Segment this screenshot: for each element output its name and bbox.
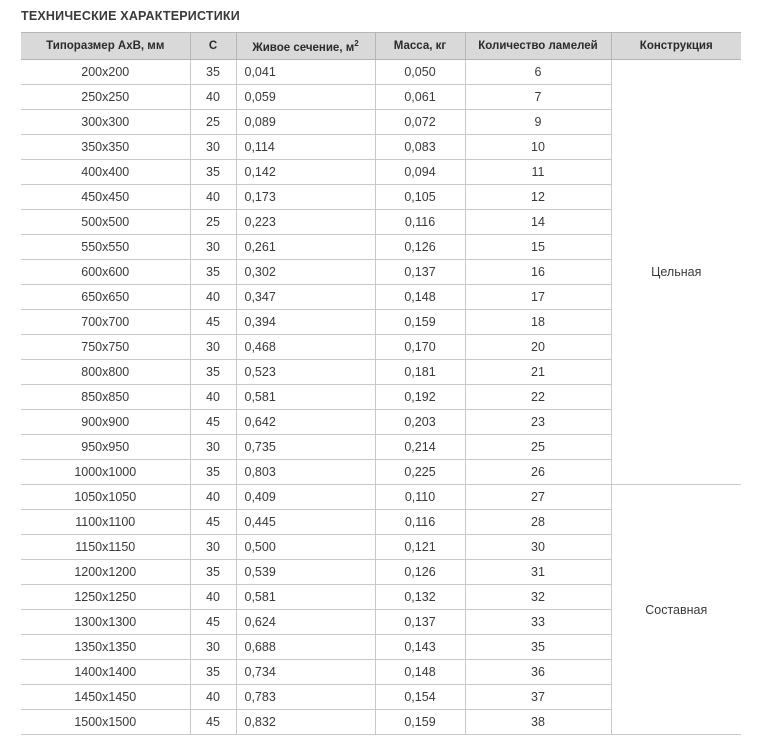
cell-lamels: 17 — [465, 285, 611, 310]
cell-c: 45 — [190, 410, 236, 435]
cell-size: 1400х1400 — [21, 660, 190, 685]
cell-lamels: 6 — [465, 60, 611, 85]
column-header-size: Типоразмер АхВ, мм — [21, 33, 190, 60]
cell-mass: 0,083 — [375, 135, 465, 160]
cell-area: 0,223 — [236, 210, 375, 235]
cell-area: 0,500 — [236, 535, 375, 560]
cell-lamels: 9 — [465, 110, 611, 135]
cell-lamels: 15 — [465, 235, 611, 260]
cell-lamels: 12 — [465, 185, 611, 210]
cell-c: 35 — [190, 560, 236, 585]
cell-mass: 0,137 — [375, 610, 465, 635]
cell-size: 200х200 — [21, 60, 190, 85]
column-header-area-label: Живое сечение, м — [252, 41, 355, 54]
cell-size: 1000х1000 — [21, 460, 190, 485]
cell-lamels: 33 — [465, 610, 611, 635]
cell-lamels: 18 — [465, 310, 611, 335]
table-body — [21, 60, 741, 735]
cell-area: 0,173 — [236, 185, 375, 210]
cell-size: 1100х1100 — [21, 510, 190, 535]
cell-mass: 0,116 — [375, 510, 465, 535]
cell-c: 35 — [190, 360, 236, 385]
cell-construction: Цельная — [611, 60, 741, 485]
column-header-construction: Конструкция — [611, 33, 741, 60]
cell-c: 45 — [190, 610, 236, 635]
cell-mass: 0,072 — [375, 110, 465, 135]
cell-size: 500х500 — [21, 210, 190, 235]
cell-size: 850х850 — [21, 385, 190, 410]
cell-lamels: 38 — [465, 710, 611, 735]
cell-size: 1050х1050 — [21, 485, 190, 510]
cell-area: 0,734 — [236, 660, 375, 685]
column-header-area — [236, 33, 375, 60]
cell-size: 800х800 — [21, 360, 190, 385]
cell-area: 0,302 — [236, 260, 375, 285]
cell-mass: 0,181 — [375, 360, 465, 385]
cell-mass: 0,159 — [375, 710, 465, 735]
cell-area: 0,394 — [236, 310, 375, 335]
cell-mass: 0,132 — [375, 585, 465, 610]
cell-size: 400х400 — [21, 160, 190, 185]
cell-size: 550х550 — [21, 235, 190, 260]
cell-construction: Составная — [611, 485, 741, 735]
cell-mass: 0,192 — [375, 385, 465, 410]
cell-size: 1300х1300 — [21, 610, 190, 635]
cell-mass: 0,148 — [375, 285, 465, 310]
cell-c: 30 — [190, 335, 236, 360]
cell-size: 750х750 — [21, 335, 190, 360]
cell-size: 1350х1350 — [21, 635, 190, 660]
column-header-area-superscript: 2 — [354, 38, 359, 48]
cell-c: 30 — [190, 535, 236, 560]
cell-lamels: 36 — [465, 660, 611, 685]
cell-lamels: 7 — [465, 85, 611, 110]
cell-area: 0,114 — [236, 135, 375, 160]
cell-area: 0,803 — [236, 460, 375, 485]
cell-area: 0,832 — [236, 710, 375, 735]
cell-c: 30 — [190, 435, 236, 460]
cell-lamels: 37 — [465, 685, 611, 710]
cell-lamels: 27 — [465, 485, 611, 510]
cell-area: 0,468 — [236, 335, 375, 360]
cell-c: 40 — [190, 385, 236, 410]
table-row — [21, 60, 741, 85]
cell-size: 1150х1150 — [21, 535, 190, 560]
cell-mass: 0,148 — [375, 660, 465, 685]
cell-size: 900х900 — [21, 410, 190, 435]
cell-c: 45 — [190, 710, 236, 735]
cell-area: 0,089 — [236, 110, 375, 135]
cell-area: 0,539 — [236, 560, 375, 585]
header-row — [21, 33, 741, 60]
cell-area: 0,142 — [236, 160, 375, 185]
cell-area: 0,445 — [236, 510, 375, 535]
cell-mass: 0,050 — [375, 60, 465, 85]
cell-area: 0,041 — [236, 60, 375, 85]
cell-size: 700х700 — [21, 310, 190, 335]
cell-mass: 0,203 — [375, 410, 465, 435]
cell-mass: 0,214 — [375, 435, 465, 460]
cell-c: 40 — [190, 685, 236, 710]
cell-mass: 0,225 — [375, 460, 465, 485]
cell-lamels: 31 — [465, 560, 611, 585]
cell-c: 35 — [190, 460, 236, 485]
cell-size: 1250х1250 — [21, 585, 190, 610]
cell-area: 0,642 — [236, 410, 375, 435]
cell-size: 250х250 — [21, 85, 190, 110]
cell-mass: 0,126 — [375, 235, 465, 260]
cell-lamels: 26 — [465, 460, 611, 485]
cell-lamels: 10 — [465, 135, 611, 160]
cell-mass: 0,105 — [375, 185, 465, 210]
cell-lamels: 30 — [465, 535, 611, 560]
cell-lamels: 16 — [465, 260, 611, 285]
cell-size: 1200х1200 — [21, 560, 190, 585]
cell-size: 950х950 — [21, 435, 190, 460]
cell-lamels: 35 — [465, 635, 611, 660]
cell-c: 45 — [190, 510, 236, 535]
cell-mass: 0,143 — [375, 635, 465, 660]
cell-c: 35 — [190, 160, 236, 185]
cell-c: 35 — [190, 60, 236, 85]
cell-c: 35 — [190, 260, 236, 285]
cell-area: 0,059 — [236, 85, 375, 110]
cell-mass: 0,121 — [375, 535, 465, 560]
cell-mass: 0,159 — [375, 310, 465, 335]
column-header-lamels: Количество ламелей — [465, 33, 611, 60]
cell-lamels: 11 — [465, 160, 611, 185]
cell-c: 40 — [190, 485, 236, 510]
cell-lamels: 21 — [465, 360, 611, 385]
cell-c: 40 — [190, 85, 236, 110]
cell-area: 0,409 — [236, 485, 375, 510]
cell-mass: 0,170 — [375, 335, 465, 360]
table-row — [21, 485, 741, 510]
cell-mass: 0,154 — [375, 685, 465, 710]
cell-area: 0,688 — [236, 635, 375, 660]
cell-lamels: 22 — [465, 385, 611, 410]
cell-mass: 0,110 — [375, 485, 465, 510]
cell-lamels: 32 — [465, 585, 611, 610]
cell-area: 0,581 — [236, 585, 375, 610]
cell-area: 0,347 — [236, 285, 375, 310]
cell-size: 650х650 — [21, 285, 190, 310]
cell-lamels: 14 — [465, 210, 611, 235]
cell-area: 0,261 — [236, 235, 375, 260]
cell-c: 30 — [190, 135, 236, 160]
table-header — [21, 33, 741, 60]
cell-size: 600х600 — [21, 260, 190, 285]
cell-size: 1450х1450 — [21, 685, 190, 710]
cell-area: 0,523 — [236, 360, 375, 385]
cell-lamels: 28 — [465, 510, 611, 535]
column-header-c: С — [190, 33, 236, 60]
cell-c: 45 — [190, 310, 236, 335]
cell-mass: 0,116 — [375, 210, 465, 235]
cell-c: 25 — [190, 210, 236, 235]
cell-c: 40 — [190, 585, 236, 610]
spec-table — [21, 32, 741, 735]
cell-c: 35 — [190, 660, 236, 685]
column-header-mass: Масса, кг — [375, 33, 465, 60]
cell-mass: 0,094 — [375, 160, 465, 185]
cell-area: 0,735 — [236, 435, 375, 460]
cell-area: 0,783 — [236, 685, 375, 710]
cell-mass: 0,126 — [375, 560, 465, 585]
cell-mass: 0,137 — [375, 260, 465, 285]
cell-c: 40 — [190, 185, 236, 210]
cell-size: 450х450 — [21, 185, 190, 210]
cell-c: 30 — [190, 235, 236, 260]
cell-c: 40 — [190, 285, 236, 310]
cell-lamels: 20 — [465, 335, 611, 360]
cell-area: 0,581 — [236, 385, 375, 410]
page-title: ТЕХНИЧЕСКИЕ ХАРАКТЕРИСТИКИ — [21, 9, 240, 23]
cell-lamels: 25 — [465, 435, 611, 460]
cell-c: 25 — [190, 110, 236, 135]
cell-size: 1500х1500 — [21, 710, 190, 735]
cell-size: 350х350 — [21, 135, 190, 160]
cell-mass: 0,061 — [375, 85, 465, 110]
cell-size: 300х300 — [21, 110, 190, 135]
cell-area: 0,624 — [236, 610, 375, 635]
cell-lamels: 23 — [465, 410, 611, 435]
cell-c: 30 — [190, 635, 236, 660]
